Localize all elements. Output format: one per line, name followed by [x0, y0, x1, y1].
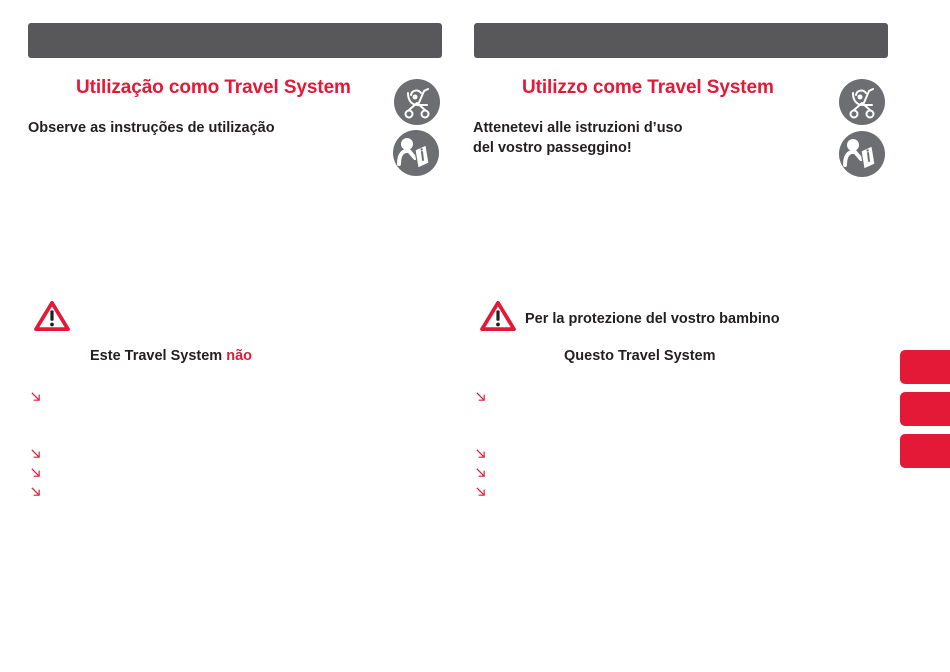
stroller-icon	[839, 79, 885, 125]
arrow-bullet-icon	[475, 467, 486, 478]
side-tab[interactable]	[900, 434, 950, 468]
right-subtitle-line: del vostro passeggino!	[473, 140, 632, 156]
arrow-bullet-icon	[30, 448, 41, 459]
left-header-bar	[28, 23, 442, 58]
read-manual-icon	[393, 130, 439, 176]
right-header-bar	[474, 23, 888, 58]
arrow-bullet-icon	[475, 391, 486, 402]
arrow-bullet-icon	[30, 391, 41, 402]
warning-triangle-icon	[33, 300, 71, 337]
left-section-heading-emphasis: não	[226, 348, 253, 364]
right-subtitle	[473, 118, 682, 158]
side-tab[interactable]	[900, 350, 950, 384]
side-tab[interactable]	[900, 392, 950, 426]
left-subtitle-line: Observe as instruções de utilização	[28, 120, 275, 136]
arrow-bullet-icon	[475, 486, 486, 497]
warning-triangle-icon	[479, 300, 517, 337]
right-section-heading-prefix: Questo Travel System	[564, 348, 716, 364]
arrow-bullet-icon	[30, 467, 41, 478]
stroller-icon	[394, 79, 440, 125]
right-page-title: Utilizzo come Travel System	[522, 77, 774, 98]
right-subtitle-line: Attenetevi alle istruzioni d’uso	[473, 120, 683, 136]
left-section-heading-prefix: Este Travel System	[90, 348, 223, 364]
left-page-title: Utilização como Travel System	[76, 77, 351, 98]
arrow-bullet-icon	[30, 486, 41, 497]
read-manual-icon	[839, 131, 885, 177]
right-section-heading	[564, 348, 716, 364]
arrow-bullet-icon	[475, 448, 486, 459]
left-subtitle	[28, 118, 275, 138]
left-section-heading	[90, 348, 252, 364]
right-warning-text: Per la protezione del vostro bambino	[525, 311, 780, 327]
